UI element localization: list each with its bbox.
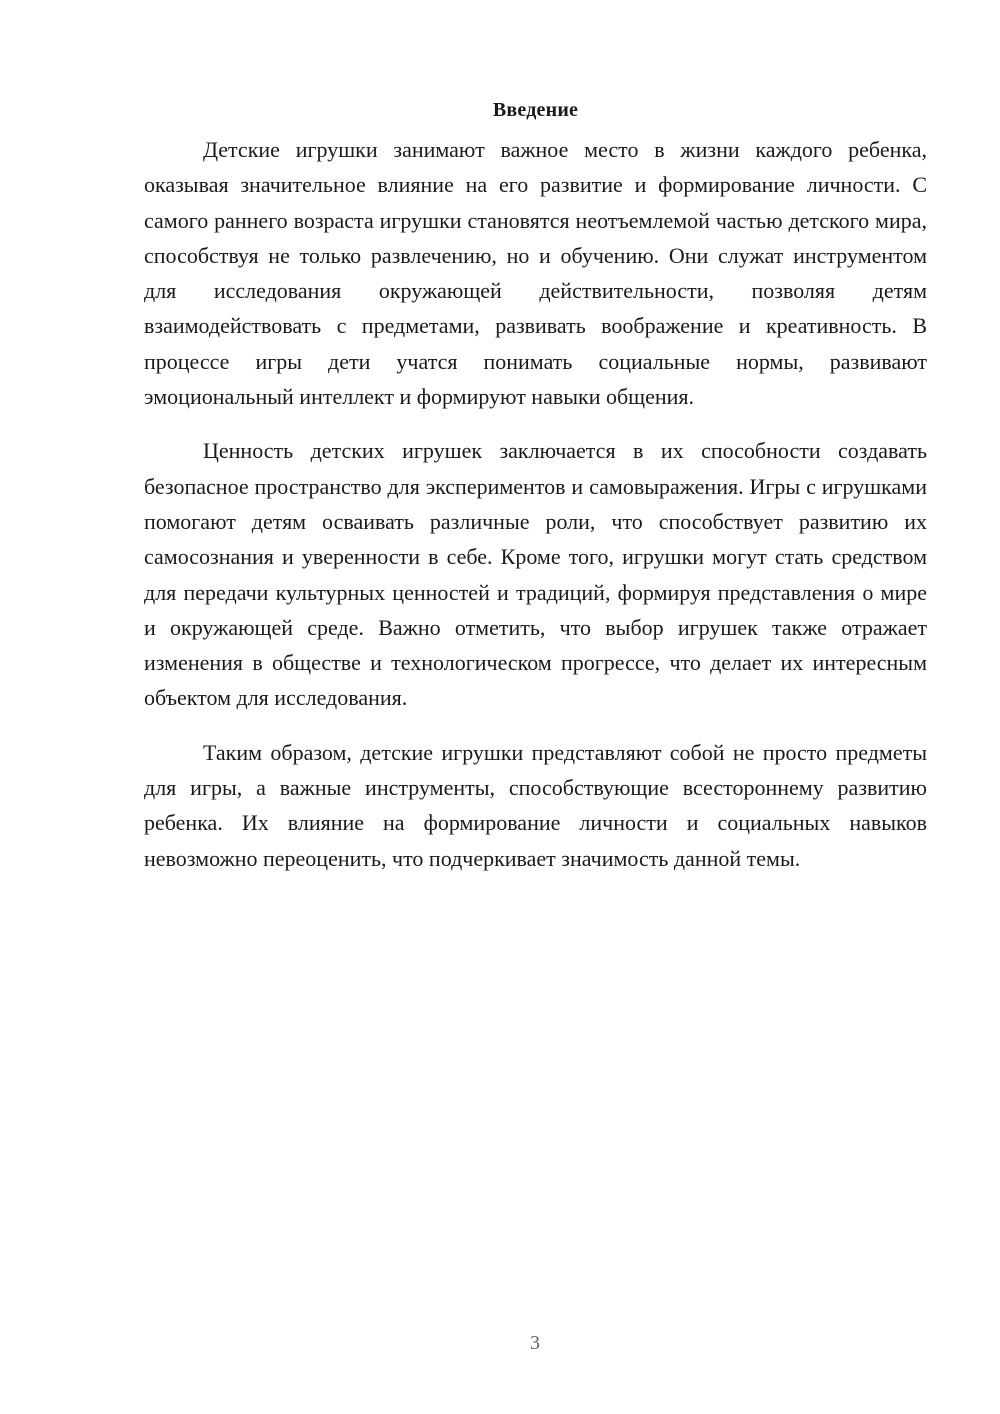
paragraph-1: Детские игрушки занимают важное место в жизни каждого ребенка, оказывая значительное влияние на его развитие и формирование личности. С самого раннего возраста игрушки становятся неотъемлемой частью детского мира, способствуя не только развлечению, но и обучению. Они служат инструментом для исследования окружающей действительности, позволяя детям взаимодействовать с предметами, развивать воображение и креативность. В процессе игры дети учатся понимать социальные нормы, развивают эмоциональный интеллект и формируют навыки общения. <box>144 137 927 410</box>
section-title: Введение <box>492 99 579 121</box>
paragraph-2: Ценность детских игрушек заключается в их способности создавать безопасное пространство для экспериментов и самовыражения. Игры с игрушками помогают детям осваивать различные роли, что способствует развитию их самосознания и уверенности в себе. Кроме того, игрушки могут стать средством для передачи культурных ценностей и традиций, формируя представления о мире и окружающей среде. Важно отметить, что выбор игрушек также отражает изменения в обществе и технологическом прогрессе, что делает их интересным объектом для исследования. <box>144 438 927 711</box>
paragraph-3: Таким образом, детские игрушки представляют собой не просто предметы для игры, а важные инструменты, способствующие всестороннему развитию ребенка. Их влияние на формирование личности и социальных навыков невозможно переоценить, что подчеркивает значимость данной темы. <box>144 739 927 871</box>
page-content <box>144 92 927 895</box>
page-number: 3 <box>530 1332 540 1354</box>
